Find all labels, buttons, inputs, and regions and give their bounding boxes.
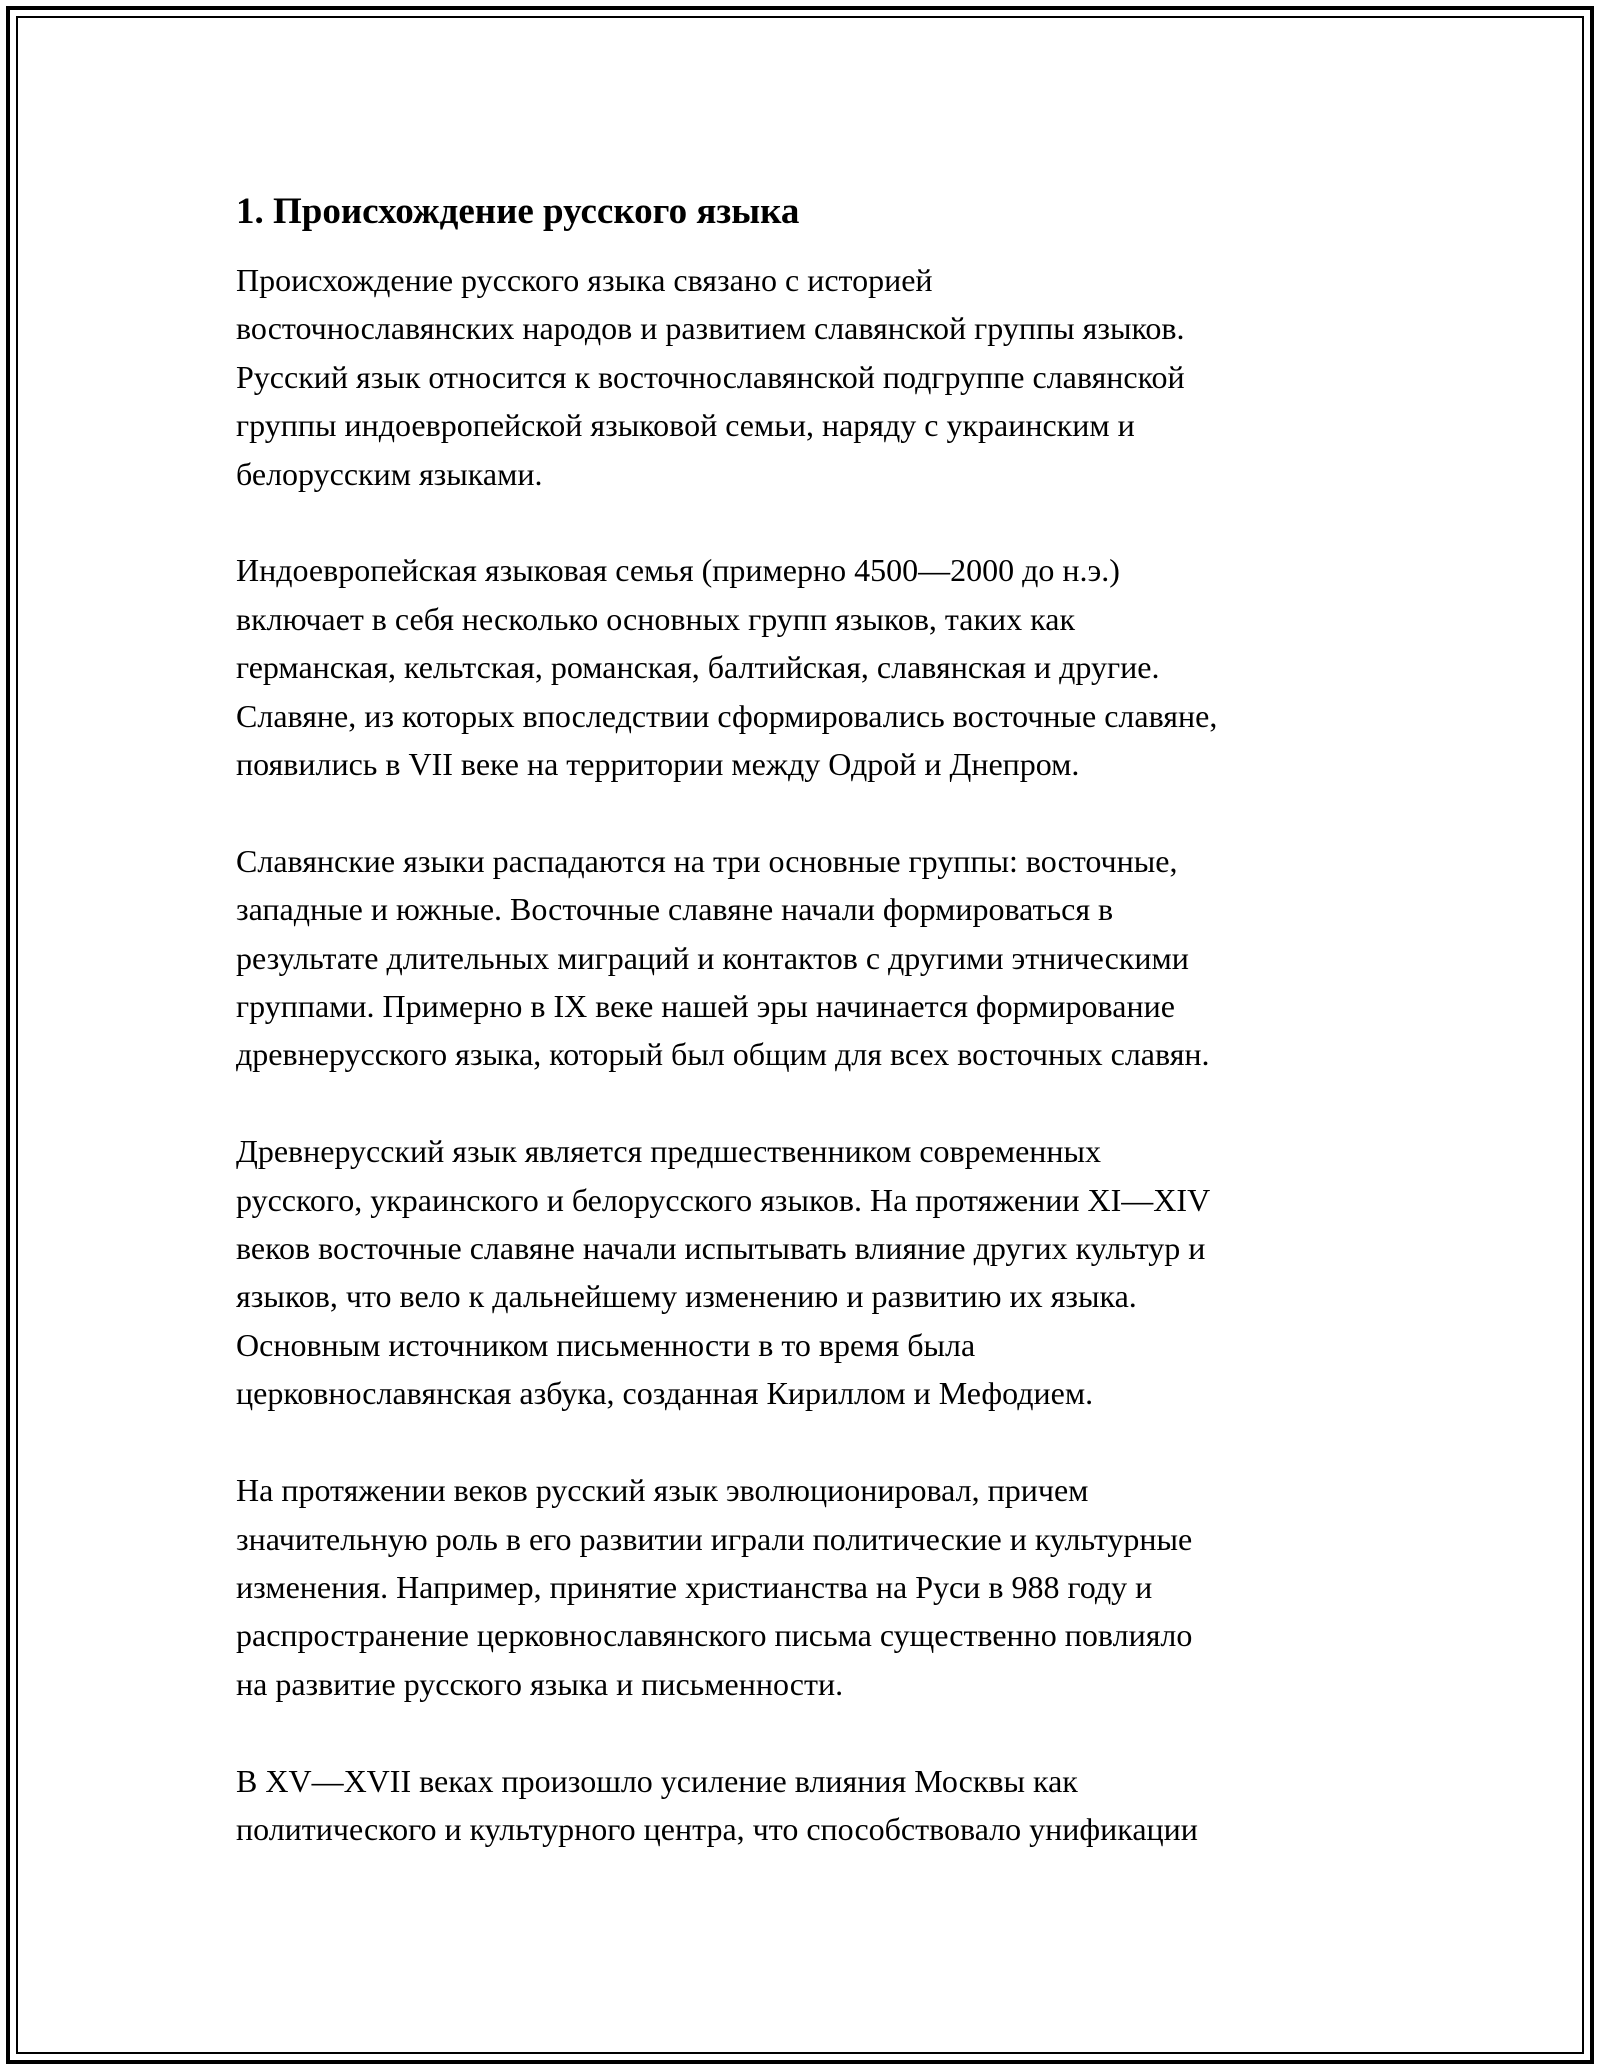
paragraph-origin: Происхождение русского языка связано с историей восточнославянских народов и развитием славянской группы языков. Русский язык относится к восточнославянской подгруппе славянской группы индоевропейской языковой семьи, наряду с украинским и белорусским языками. [236,262,1185,492]
paragraph-slavic-groups: Славянские языки распадаются на три основные группы: восточные, западные и южные. Восточные славяне начали формироваться в результате длительных миграций и контактов с другими этническими группами. Примерно в IX веке нашей эры начинается формирование древнерусского языка, который был общим для всех восточных славян. [236,842,1210,1073]
section-heading: 1. Происхождение русского языка [236,191,800,232]
paragraph-old-russian: Древнерусский язык является предшественником современных русского, украинского и белорусского языков. На протяжении XI—XIV веков восточные славяне начали испытывать влияние других культур и языков, что вело к дальнейшему изменению и развитию их языка. Основным источником письменности в то время была церковнославянская азбука, созданная Кириллом и Мефодием. [236,1133,1211,1412]
paragraph-indo-european: Индоевропейская языковая семья (примерно 4500—2000 до н.э.) включает в себя несколько основных групп языков, таких как германская, кельтская, романская, балтийская, славянская и другие. Славяне, из которых впоследствии сформировались восточные славяне, появились в VII веке на территории между Одрой и Днепром. [236,552,1218,783]
paragraph-evolution: На протяжении веков русский язык эволюционировал, причем значительную роль в его развитии играли политические и культурные изменения. Например, принятие христианства на Руси в 988 году и распространение церковнославянского письма существенно повлияло на развитие русского языка и письменности. [236,1472,1193,1702]
document-body [236,186,1386,1902]
paragraph-moscow: В XV—XVII веках произошло усиление влияния Москвы как политического и культурного центра, что способствовало унификации [236,1762,1198,1847]
